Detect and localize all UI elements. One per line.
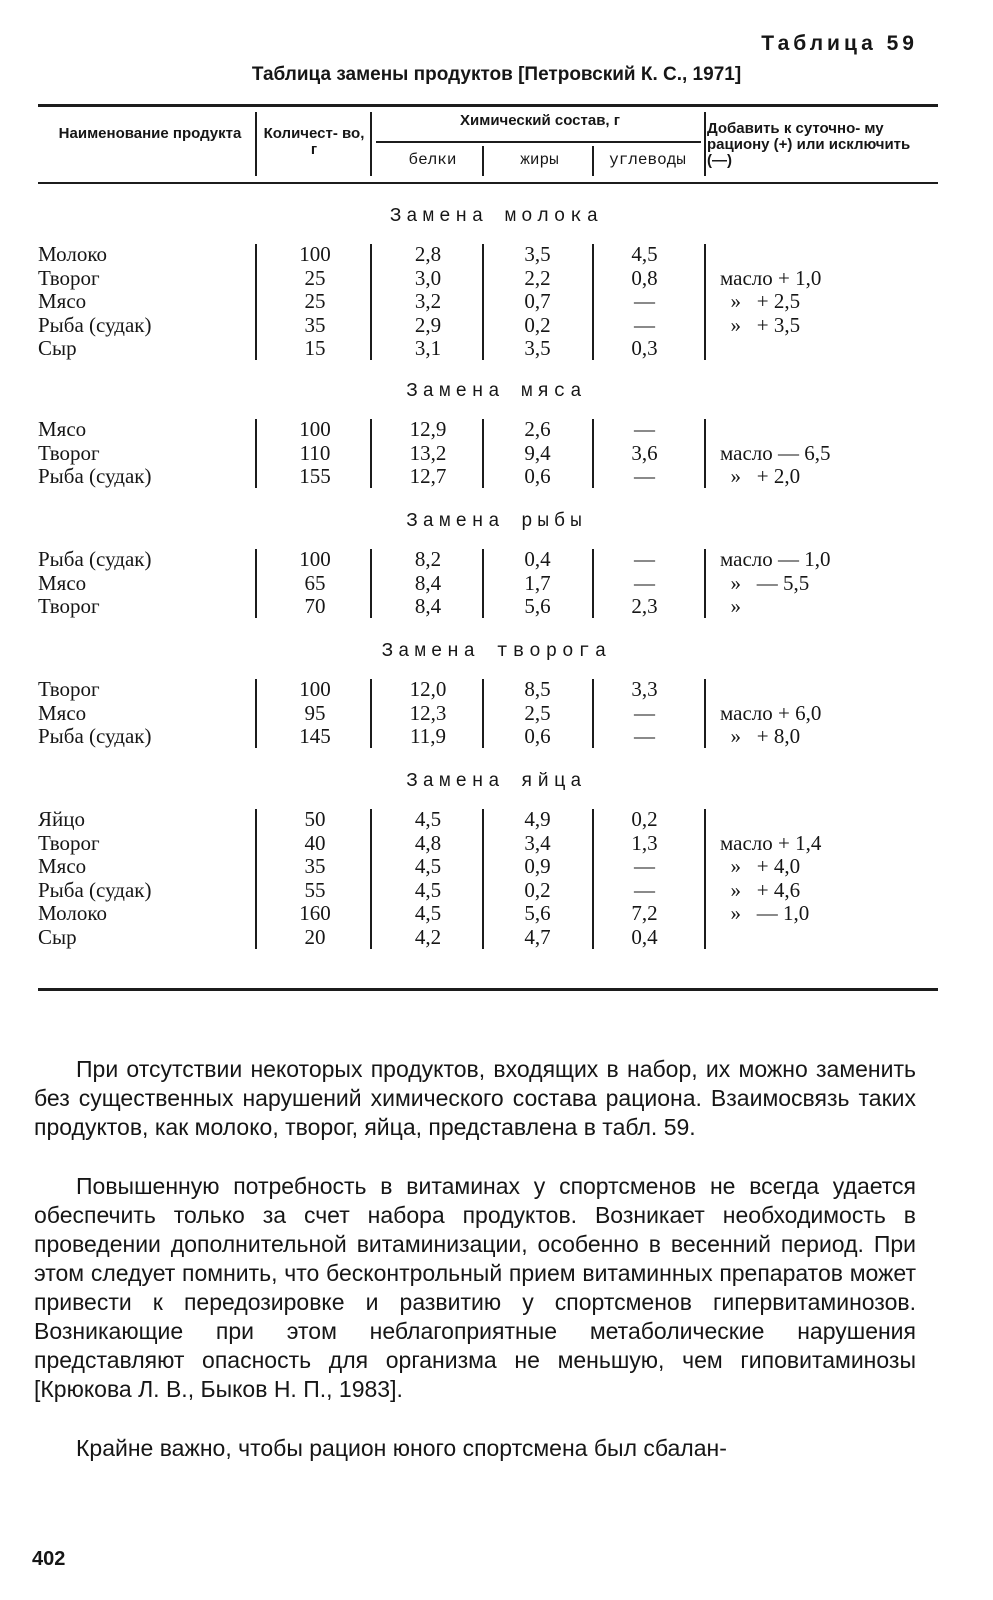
fat-cell: 3,5 (524, 336, 551, 361)
table-number: Таблица 59 (761, 32, 918, 55)
fat-cell: 0,4 (524, 547, 551, 571)
column-divider (370, 244, 372, 360)
protein-cell: 3,0 (414, 265, 442, 290)
column-divider (704, 679, 706, 748)
header-divider (482, 146, 484, 176)
product-name-cell: Мясо (38, 289, 87, 314)
header-divider (370, 112, 372, 176)
carbohydrates-cell: — (634, 854, 655, 879)
carbohydrates-cell: 3,3 (631, 677, 658, 701)
fat-cell: 2,2 (524, 265, 551, 290)
protein-cell: 12,3 (409, 700, 447, 725)
product-name-cell: Яйцо (38, 807, 85, 831)
add-or-exclude-cell: » — 5,5 (720, 570, 810, 595)
quantity-cell: 145 (299, 724, 331, 749)
protein-cell: 8,4 (414, 570, 442, 595)
fat-cell: 3,4 (524, 830, 551, 855)
product-name-cell: Творог (38, 594, 100, 619)
quantity-cell: 95 (304, 700, 326, 725)
quantity-cell: 35 (304, 312, 326, 337)
carbohydrates-cell: 3,6 (631, 440, 658, 465)
protein-cell: 12,0 (409, 677, 447, 701)
header-quantity: Количест- во, г (263, 125, 365, 158)
add-or-exclude-cell: » + 4,6 (720, 877, 801, 902)
fat-cell: 0,6 (524, 724, 551, 749)
add-or-exclude-cell: » (720, 594, 741, 619)
product-name-cell: Творог (38, 677, 100, 701)
fat-cell: 0,7 (524, 289, 551, 314)
header-subrule (376, 141, 701, 143)
product-name-cell: Мясо (38, 700, 87, 725)
product-name-cell: Рыба (судак) (38, 312, 152, 337)
product-name-cell: Мясо (38, 417, 87, 441)
column-divider (482, 549, 484, 618)
product-name-cell: Молоко (38, 901, 107, 926)
product-name-cell: Мясо (38, 570, 87, 595)
add-or-exclude-cell: » — 1,0 (720, 901, 810, 926)
table-header-rule (38, 182, 938, 184)
quantity-cell: 25 (304, 265, 326, 290)
carbohydrates-cell: 7,2 (631, 901, 658, 926)
section-title: Замена мяса (406, 380, 587, 402)
carbohydrates-cell: — (634, 464, 655, 489)
table-title: Таблица замены продуктов [Петровский К. С., 1971] (251, 64, 742, 85)
protein-cell: 3,1 (414, 336, 442, 361)
header-fat: жиры (520, 151, 559, 169)
section-title: Замена яйца (406, 770, 587, 792)
quantity-cell: 155 (299, 464, 331, 489)
header-add-or-exclude: Добавить к суточно- му рациону (+) или исключить (—) (707, 120, 911, 169)
carbohydrates-cell: — (634, 877, 655, 902)
product-name-cell: Сыр (38, 925, 77, 949)
column-divider (370, 419, 372, 488)
section-title: Замена творога (381, 640, 612, 662)
product-name-cell: Рыба (судак) (38, 464, 152, 489)
protein-cell: 12,7 (409, 464, 447, 489)
section-title: Замена рыбы (406, 510, 587, 532)
page-number: 402 (32, 1548, 66, 1570)
section-title: Замена молока (389, 205, 604, 227)
fat-cell: 0,2 (524, 312, 551, 337)
header-chemical-composition: Химический состав, г (460, 112, 620, 129)
quantity-cell: 50 (304, 807, 326, 831)
carbohydrates-cell: 0,4 (631, 925, 658, 949)
quantity-cell: 15 (304, 336, 326, 361)
product-name-cell: Рыба (судак) (38, 877, 152, 902)
add-or-exclude-cell: » + 4,0 (720, 854, 801, 879)
fat-cell: 8,5 (524, 677, 551, 701)
protein-cell: 2,8 (414, 242, 442, 266)
column-divider (482, 679, 484, 748)
protein-cell: 2,9 (414, 312, 442, 337)
add-or-exclude-cell: » + 8,0 (720, 724, 801, 749)
table-top-rule (38, 104, 938, 107)
protein-cell: 13,2 (409, 440, 447, 465)
quantity-cell: 100 (299, 242, 331, 266)
product-name-cell: Творог (38, 830, 100, 855)
carbohydrates-cell: — (634, 417, 655, 441)
column-divider (704, 244, 706, 360)
fat-cell: 2,6 (524, 417, 551, 441)
add-or-exclude-cell: масло — 1,0 (720, 547, 831, 571)
protein-cell: 4,5 (414, 877, 442, 902)
product-name-cell: Творог (38, 440, 100, 465)
table-bottom-rule (38, 988, 938, 991)
protein-cell: 4,8 (414, 830, 442, 855)
protein-cell: 4,5 (414, 807, 442, 831)
protein-cell: 4,5 (414, 854, 442, 879)
carbohydrates-cell: — (634, 312, 655, 337)
quantity-cell: 160 (299, 901, 331, 926)
add-or-exclude-cell: » + 3,5 (720, 312, 801, 337)
add-or-exclude-cell: масло + 6,0 (720, 700, 822, 725)
quantity-cell: 20 (304, 925, 326, 949)
column-divider (370, 809, 372, 949)
quantity-cell: 65 (304, 570, 326, 595)
carbohydrates-cell: — (634, 547, 655, 571)
header-divider (255, 112, 257, 176)
header-divider (704, 112, 706, 176)
body-paragraph: Повышенную потребность в витаминах у спортсменов не всегда удается обеспечить только за счет набора продуктов. Возникает необходимость в проведении дополнительной витаминизации, особенно в весенний период. При этом следует помнить, что бесконтрольный прием витаминных препаратов может привести к передозировке и развитию у спортсменов гипервитаминозов. Возникающие при этом неблагоприятные метаболические нарушения представляют опасность для организма не меньшую, чем гиповитаминозы [Крюкова Л. В., Быков Н. П., 1983]. (34, 1173, 916, 1402)
carbohydrates-cell: — (634, 570, 655, 595)
fat-cell: 0,6 (524, 464, 551, 489)
carbohydrates-cell: 0,3 (631, 336, 658, 361)
header-protein: белки (408, 151, 457, 169)
fat-cell: 4,7 (524, 925, 551, 949)
fat-cell: 0,2 (524, 877, 551, 902)
column-divider (370, 549, 372, 618)
column-divider (704, 809, 706, 949)
quantity-cell: 25 (304, 289, 326, 314)
fat-cell: 5,6 (524, 901, 551, 926)
fat-cell: 0,9 (524, 854, 551, 879)
add-or-exclude-cell: масло + 1,4 (720, 830, 822, 855)
protein-cell: 12,9 (409, 417, 447, 441)
column-divider (482, 809, 484, 949)
carbohydrates-cell: 1,3 (631, 830, 658, 855)
fat-cell: 4,9 (524, 807, 551, 831)
carbohydrates-cell: 0,8 (631, 265, 658, 290)
fat-cell: 5,6 (524, 594, 551, 619)
quantity-cell: 100 (299, 547, 331, 571)
product-name-cell: Рыба (судак) (38, 724, 152, 749)
column-divider (482, 419, 484, 488)
column-divider (370, 679, 372, 748)
add-or-exclude-cell: масло — 6,5 (720, 440, 831, 465)
protein-cell: 11,9 (410, 724, 446, 749)
protein-cell: 8,4 (414, 594, 442, 619)
header-divider (592, 146, 594, 176)
quantity-cell: 100 (299, 677, 331, 701)
column-divider (704, 549, 706, 618)
protein-cell: 4,2 (414, 925, 442, 949)
add-or-exclude-cell: » + 2,5 (720, 289, 801, 314)
carbohydrates-cell: — (634, 724, 655, 749)
protein-cell: 3,2 (414, 289, 442, 314)
column-divider (704, 419, 706, 488)
carbohydrates-cell: 4,5 (631, 242, 658, 266)
product-name-cell: Мясо (38, 854, 87, 879)
quantity-cell: 55 (304, 877, 326, 902)
fat-cell: 3,5 (524, 242, 551, 266)
quantity-cell: 40 (304, 830, 326, 855)
carbohydrates-cell: 2,3 (631, 594, 658, 619)
carbohydrates-cell: — (634, 289, 655, 314)
carbohydrates-cell: — (634, 700, 655, 725)
product-name-cell: Сыр (38, 336, 77, 361)
fat-cell: 2,5 (524, 700, 551, 725)
header-product-name: Наименование продукта (58, 125, 242, 142)
quantity-cell: 35 (304, 854, 326, 879)
header-carbohydrates: углеводы (609, 151, 686, 169)
add-or-exclude-cell: масло + 1,0 (720, 265, 822, 290)
product-name-cell: Рыба (судак) (38, 547, 152, 571)
fat-cell: 9,4 (524, 440, 551, 465)
protein-cell: 8,2 (414, 547, 442, 571)
quantity-cell: 110 (299, 440, 331, 465)
quantity-cell: 100 (299, 417, 331, 441)
fat-cell: 1,7 (524, 570, 551, 595)
protein-cell: 4,5 (414, 901, 442, 926)
product-name-cell: Молоко (38, 242, 107, 266)
quantity-cell: 70 (304, 594, 326, 619)
column-divider (482, 244, 484, 360)
carbohydrates-cell: 0,2 (631, 807, 658, 831)
body-paragraph: Крайне важно, чтобы рацион юного спортсмена был сбалан- (76, 1435, 727, 1461)
product-name-cell: Творог (38, 265, 100, 290)
body-paragraph: При отсутствии некоторых продуктов, входящих в набор, их можно заменить без существенных нарушений химического состава рациона. Взаимосвязь таких продуктов, как молоко, творог, яйца, представлена в табл. 59. (34, 1056, 916, 1140)
add-or-exclude-cell: » + 2,0 (720, 464, 801, 489)
